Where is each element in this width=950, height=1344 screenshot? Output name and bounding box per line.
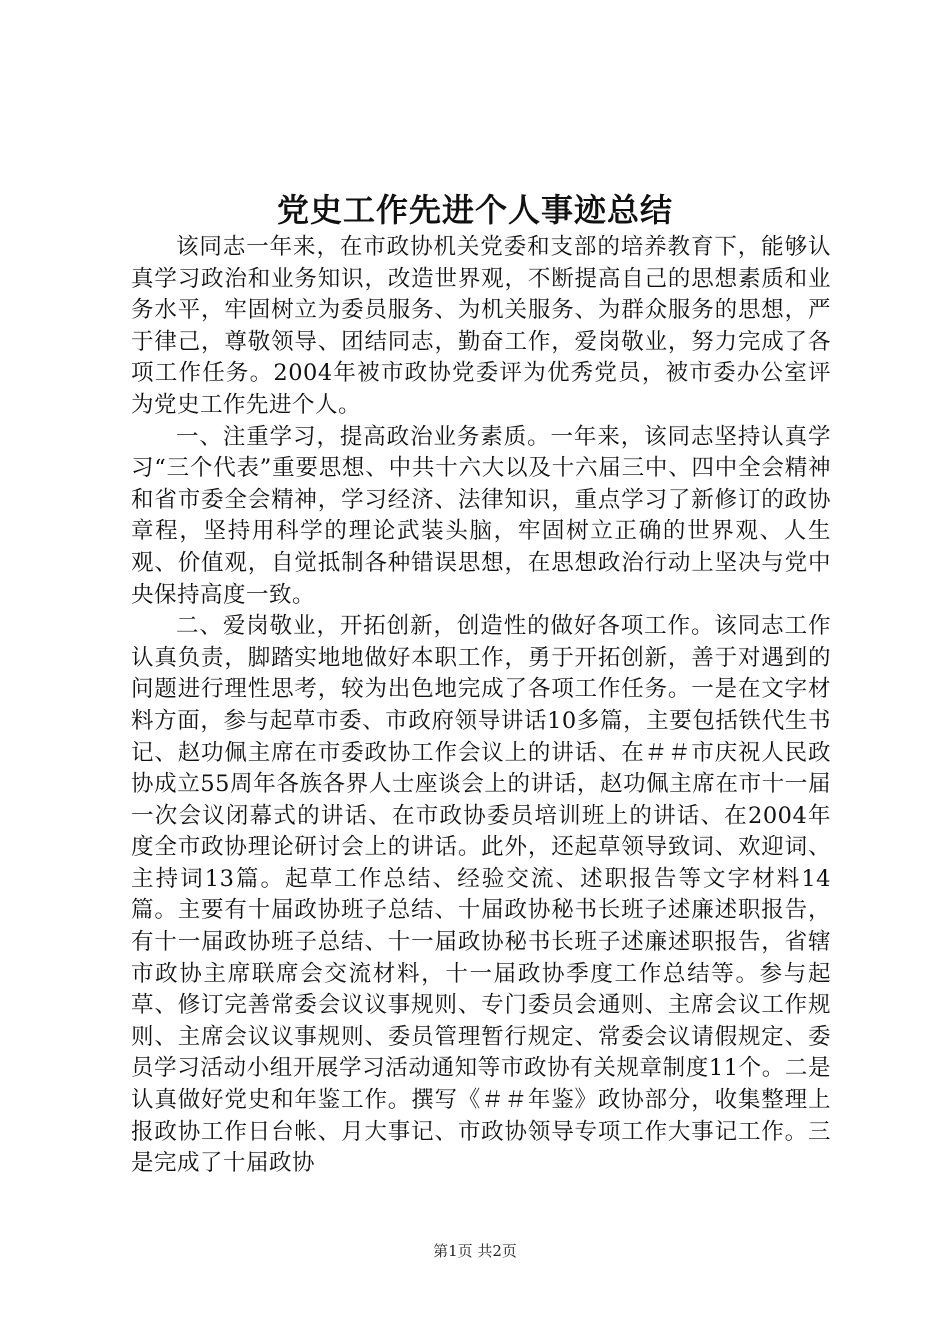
paragraph-intro: 该同志一年来，在市政协机关党委和支部的培养教育下，能够认真学习政治和业务知识，改造世界观，不断提高自己的思想素质和业务水平，牢固树立为委员服务、为机关服务、为群众服务的思想，严于律己，尊敬领导、团结同志，勤奋工作，爱岗敬业，努力完成了各项工作任务。2004年被市政协党委评为优秀党员，被市委办公室评为党史工作先进个人。 bbox=[131, 234, 831, 418]
paragraph-section-1: 一、注重学习，提高政治业务素质。一年来，该同志坚持认真学习“三个代表”重要思想、中共十六大以及十六届三中、四中全会精神和省市委全会精神，学习经济、法律知识，重点学习了新修订的政协章程，坚持用科学的理论武装头脑，牢固树立正确的世界观、人生观、价值观，自觉抵制各种错误思想，在思想政治行动上坚决与党中央保持高度一致。 bbox=[131, 423, 831, 608]
page-footer: 第1页 共2页 bbox=[433, 1242, 517, 1260]
document-body bbox=[131, 232, 831, 1180]
paragraph-section-2: 二、爱岗敬业，开拓创新，创造性的做好各项工作。该同志工作认真负责，脚踏实地地做好本职工作，勇于开拓创新，善于对遇到的问题进行理性思考，较为出色地完成了各项工作任务。一是在文字材料方面，参与起草市委、市政府领导讲话10多篇，主要包括铁代生书记、赵功佩主席在市委政协工作会议上的讲话、在＃＃市庆祝人民政协成立55周年各族各界人士座谈会上的讲话，赵功佩主席在市十一届一次会议闭幕式的讲话、在市政协委员培训班上的讲话、在2004年度全市政协理论研讨会上的讲话。此外，还起草领导致词、欢迎词、主持词13篇。起草工作总结、经验交流、述职报告等文字材料14篇。主要有十届政协班子总结、十届政协秘书长班子述廉述职报告，有十一届政协班子总结、十一届政协秘书长班子述廉述职报告，省辖市政协主席联席会交流材料，十一届政协季度工作总结等。参与起草、修订完善常委会议议事规则、专门委员会通则、主席会议工作规则、主席会议议事规则、委员管理暂行规定、常委会议请假规定、委员学习活动小组开展学习活动通知等市政协有关规章制度11个。二是认真做好党史和年鉴工作。撰写《＃＃年鉴》政协部分，收集整理上报政协工作日台帐、月大事记、市政协领导专项工作大事记工作。三是完成了十届政协 bbox=[131, 613, 831, 1177]
document-title: 党史工作先进个人事迹总结 bbox=[276, 191, 673, 229]
